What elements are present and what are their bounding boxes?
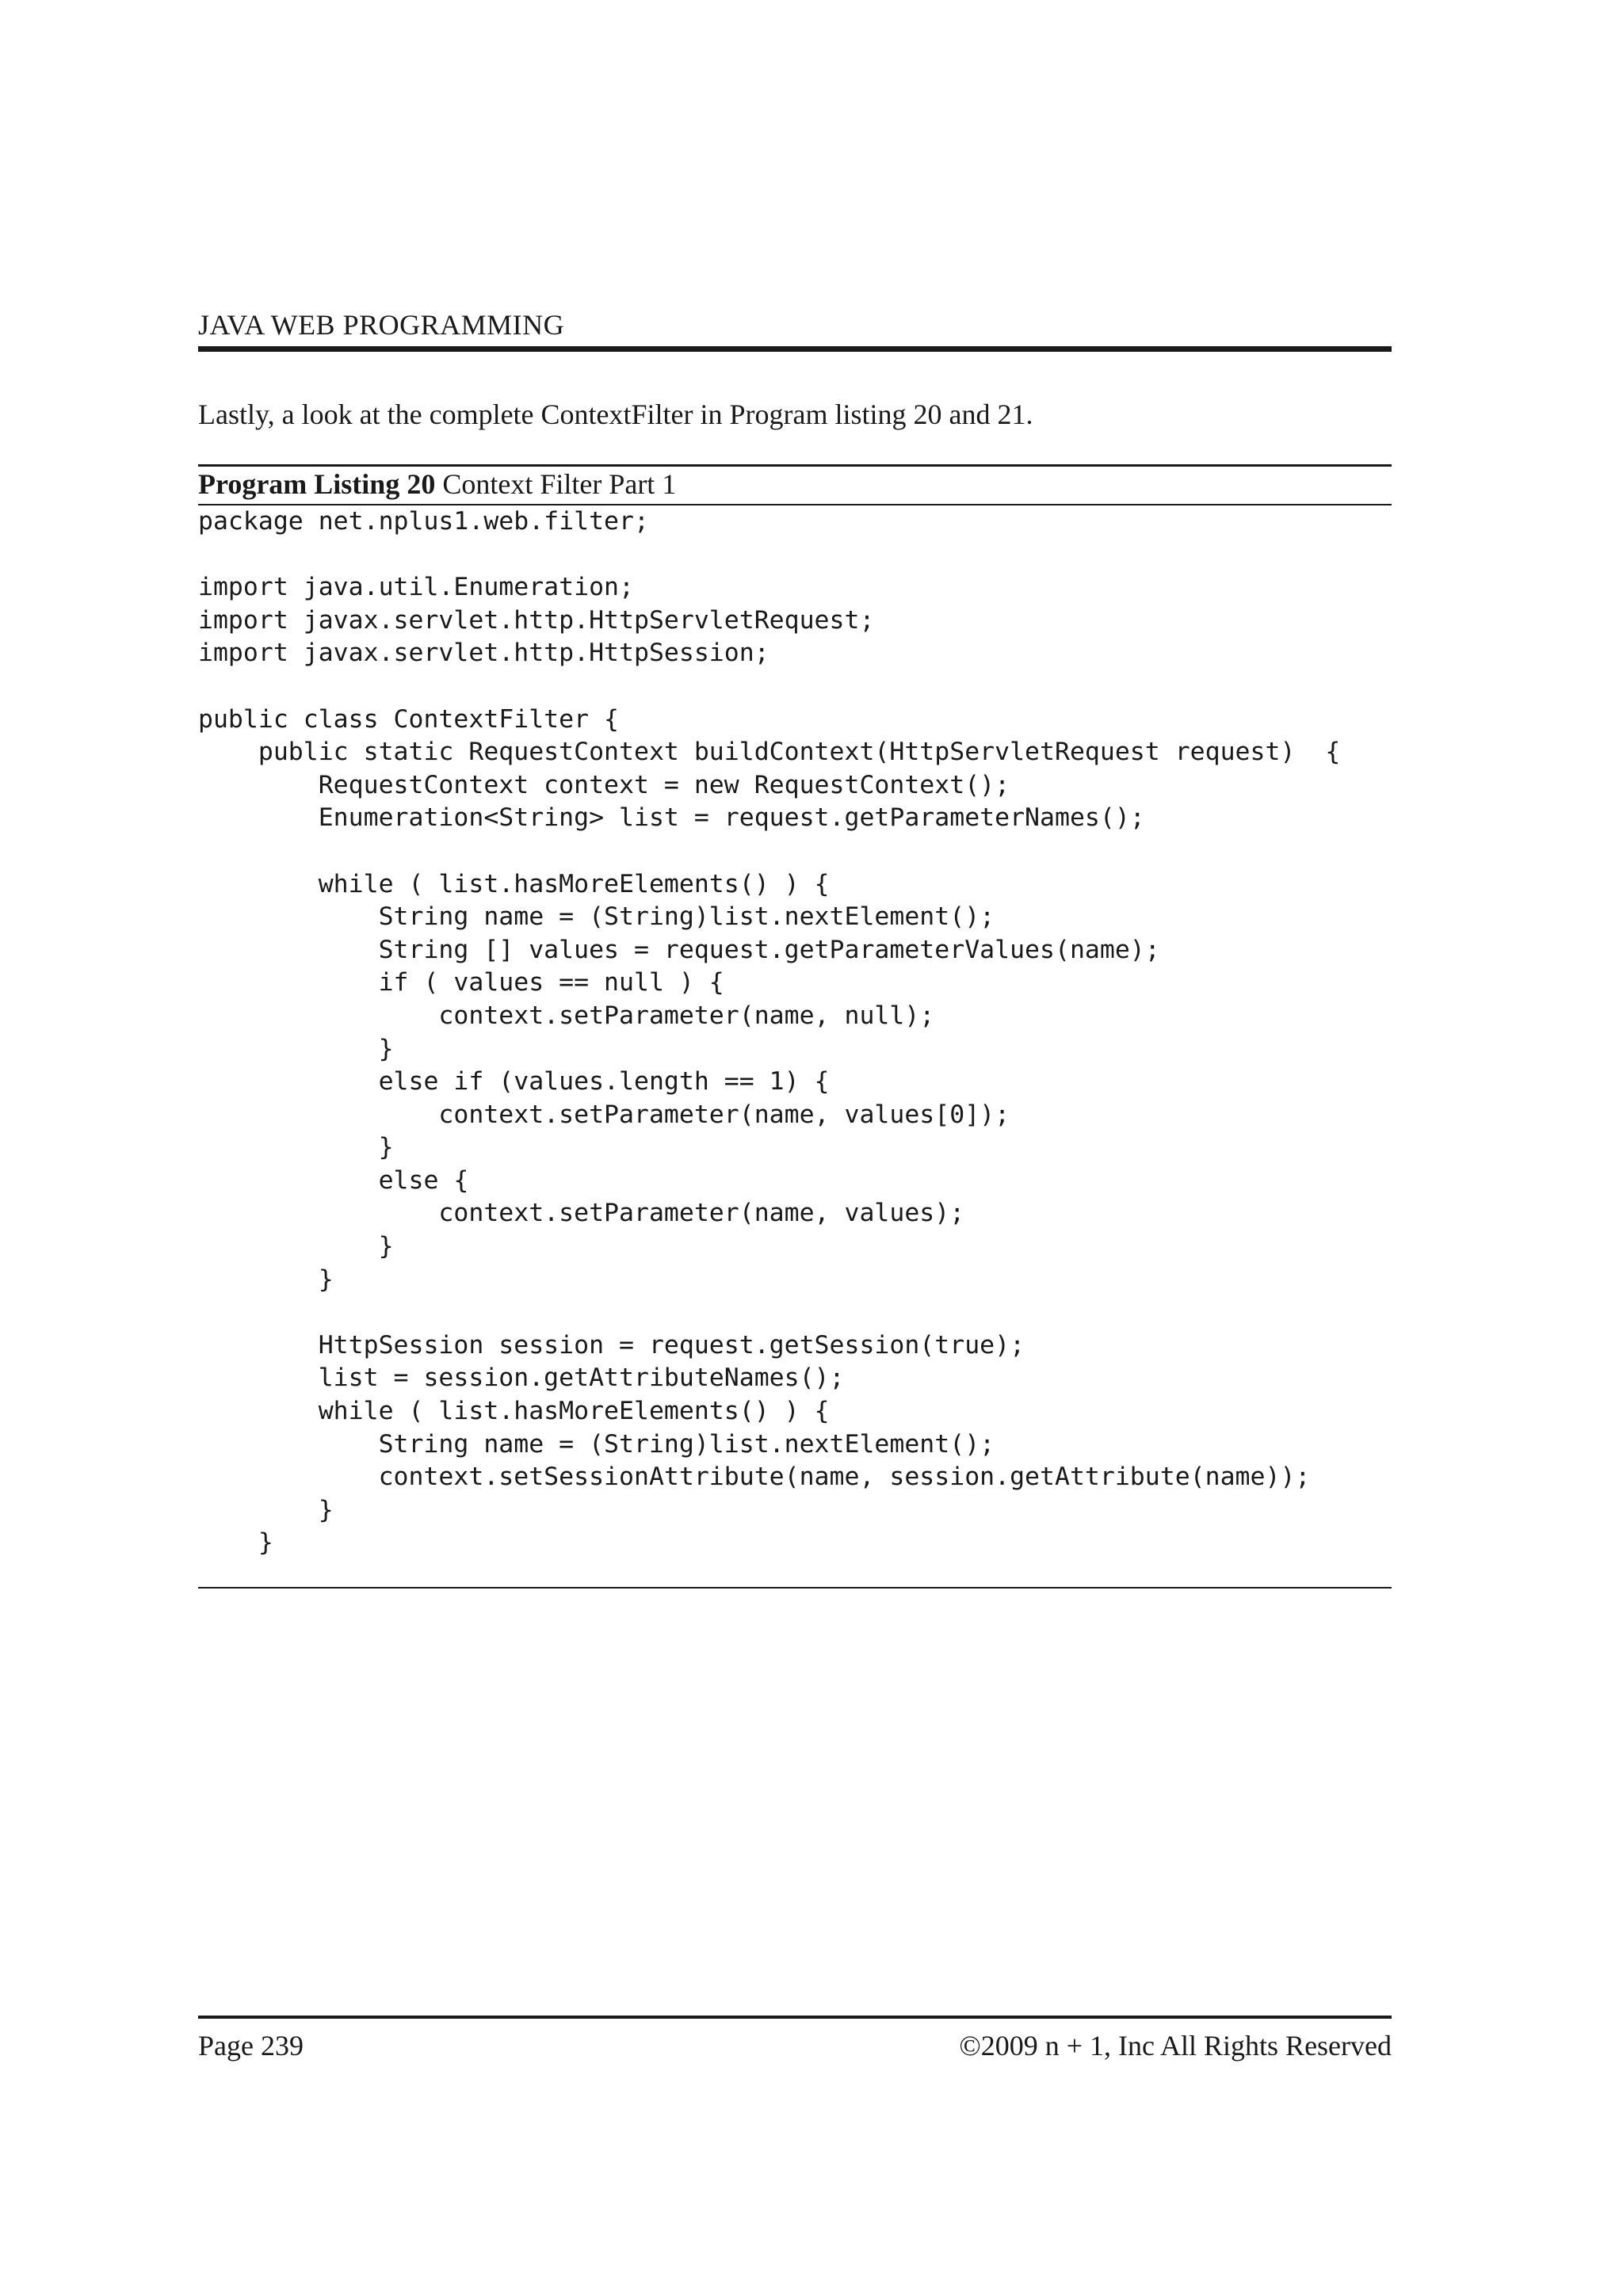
code-line: else { (198, 1165, 469, 1195)
code-line: } (198, 1232, 394, 1261)
running-header: JAVA WEB PROGRAMMING (198, 309, 565, 341)
intro-paragraph: Lastly, a look at the complete ContextFilter in Program listing 20 and 21. (198, 399, 1033, 430)
code-line (198, 1296, 1392, 1329)
code-line: context.setSessionAttribute(name, session.getAttribute(name)); (198, 1463, 1311, 1492)
code-line: RequestContext context = new RequestContext(); (198, 770, 1010, 799)
code-line (198, 835, 1392, 868)
code-line: } (198, 1495, 334, 1524)
code-line: } (198, 1264, 334, 1294)
header-rule (198, 346, 1392, 352)
code-line: String name = (String)list.nextElement(); (198, 902, 995, 932)
code-line: } (198, 1133, 394, 1162)
code-line (198, 539, 1392, 572)
code-line: HttpSession session = request.getSession(true); (198, 1330, 1025, 1360)
listing-label: Program Listing 20 (198, 468, 436, 500)
code-line: } (198, 1528, 273, 1558)
code-line: public static RequestContext buildContext(HttpServletRequest request) { (198, 738, 1341, 767)
footer-rule (198, 2016, 1392, 2019)
code-line: list = session.getAttributeNames(); (198, 1363, 845, 1393)
page-number: Page 239 (198, 2030, 304, 2061)
code-line: import javax.servlet.http.HttpServletRequest; (198, 605, 875, 635)
code-line: if ( values == null ) { (198, 968, 724, 997)
code-line: String [] values = request.getParameterValues(name); (198, 935, 1160, 964)
code-listing (198, 505, 1392, 1560)
code-line: package net.nplus1.web.filter; (198, 507, 649, 536)
code-line: public class ContextFilter { (198, 704, 620, 734)
listing-end-rule (198, 1587, 1392, 1589)
listing-caption (198, 467, 1392, 502)
listing-title: Context Filter Part 1 (435, 468, 677, 500)
code-line: } (198, 1034, 394, 1063)
code-line (198, 670, 1392, 704)
code-line: String name = (String)list.nextElement(); (198, 1429, 995, 1459)
code-line: import javax.servlet.http.HttpSession; (198, 639, 769, 668)
code-line: import java.util.Enumeration; (198, 573, 634, 602)
code-line: context.setParameter(name, null); (198, 1001, 935, 1030)
code-line: else if (values.length == 1) { (198, 1067, 830, 1097)
code-line: Enumeration<String> list = request.getParameterNames(); (198, 803, 1145, 833)
code-line: while ( list.hasMoreElements() ) { (198, 869, 830, 898)
code-line: context.setParameter(name, values[0]); (198, 1100, 1010, 1129)
code-line: context.setParameter(name, values); (198, 1199, 965, 1228)
copyright-notice: ©2009 n + 1, Inc All Rights Reserved (959, 2030, 1392, 2061)
code-line: while ( list.hasMoreElements() ) { (198, 1397, 830, 1426)
